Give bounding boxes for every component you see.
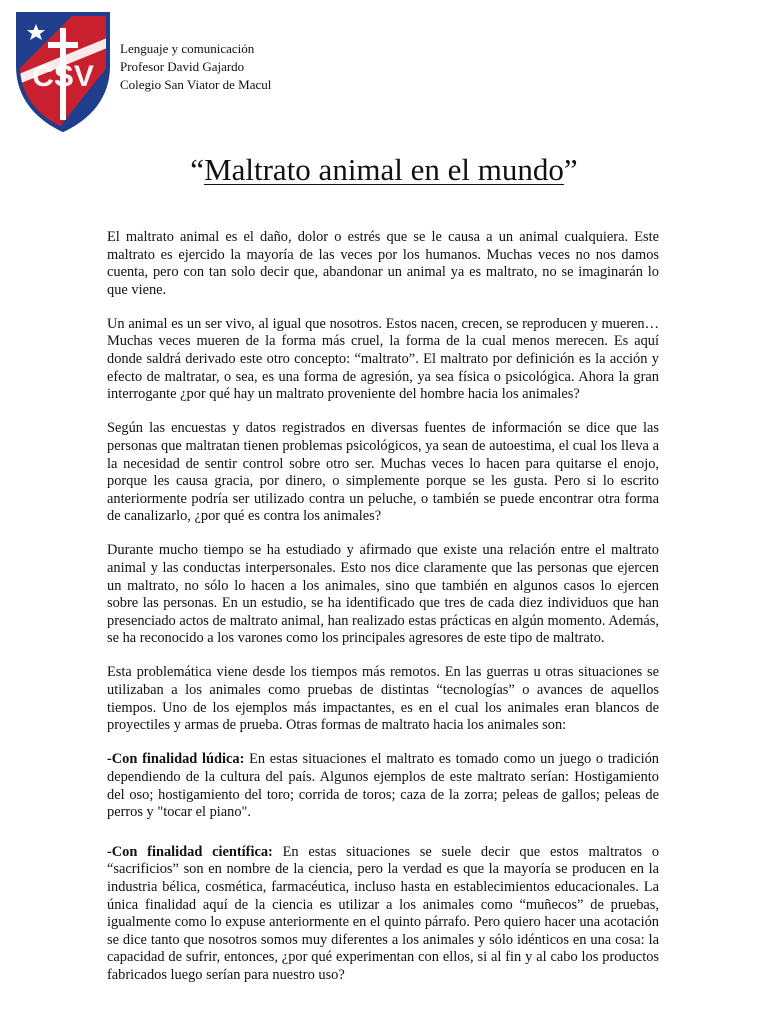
- document-body: [107, 229, 659, 1001]
- title-close-quote: ”: [563, 152, 578, 187]
- crest-letters: CSV: [32, 60, 94, 93]
- school-crest-logo: [14, 6, 112, 134]
- cientifica-text: En estas situaciones se suele decir que estos maltratos o “sacrificios” son en nombre de la ciencia, pero la verdad es que la mayoría se producen en la industria bélica, cosmética, farmacéutica, incluso hasta en establecimientos educacionales. La única finalidad aquí de la ciencia es utilizar a los animales como “muñecos” de pruebas, igualmente como lo expuse anteriormente en el quinto párrafo. Pero quiero hacer una acotación se dice tanto que nosotros somos muy diferentes a los animales y sólo idénticos en una cosa: la capacidad de sufrir, entonces, ¿por qué experimentan con ellos, si al fin y al cabo los productos fabricados luego serían para nuestro uso?: [107, 843, 660, 983]
- title-open-quote: “: [190, 152, 205, 187]
- paragraph-cientifica: [107, 844, 659, 985]
- header-school: Colegio San Viator de Macul: [120, 77, 272, 92]
- document-header: [120, 40, 271, 94]
- paragraph-1: El maltrato animal es el daño, dolor o estrés que se le causa a un animal cualquiera. Este maltrato es ejercido la mayoría de las veces por los humanos. Muchas veces no nos damos cuenta, pero con tan solo decir que, abandonar un animal ya es maltrato, no se imaginarán lo que viene.: [107, 229, 659, 298]
- paragraph-2: Un animal es un ser vivo, al igual que nosotros. Estos nacen, crecen, se reproducen y mueren… Muchas veces mueren de la forma más cruel, la forma de la cual menos merecen. Es aquí donde saldrá derivado este otro concepto: “maltrato”. El maltrato por definición es la acción y efecto de maltratar, o sea, es una forma de agresión, ya sea física o psicológica. Ahora la gran interrogante ¿por qué hay un maltrato proveniente del hombre hacia los animales?: [107, 315, 659, 403]
- header-teacher: Profesor David Gajardo: [120, 59, 245, 74]
- paragraph-5: Esta problemática viene desde los tiempos más remotos. En las guerras u otras situaciones se utilizaban a los animales como pruebas de distintas “tecnologías” o avances de aquellos tiempos. Uno de los ejemplos más impactantes, es en el cual los animales eran blancos de proyectiles y armas de prueba. Otras formas de maltrato hacia los animales son:: [107, 664, 659, 734]
- cientifica-label: -Con finalidad científica:: [107, 843, 273, 860]
- ludica-label: -Con finalidad lúdica:: [107, 751, 245, 768]
- header-subject: Lenguaje y comunicación: [120, 41, 255, 56]
- paragraph-3: Según las encuestas y datos registrados en diversas fuentes de información se dice que las personas que maltratan tienen problemas psicológicos, ya sean de autoestima, el cual los lleva a la necesidad de sentir control sobre otro ser. Muchas veces lo hacen para quitarse el enojo, porque les causa gracia, por dinero, o simplemente porque se les gusta. Pero si lo escrito anteriormente podría ser utilizado contra un peluche, o también se puede encontrar otra forma de canalizarlo, ¿por qué es contra los animales?: [107, 420, 659, 525]
- title-text: Maltrato animal en el mundo: [204, 152, 564, 187]
- ludica-text: En estas situaciones el maltrato es tomado como un juego o tradición dependiendo de la cultura del país. Algunos ejemplos de este maltrato serían: Hostigamiento del oso; hostigamiento del toro; corrida de toros; caza de la zorra; peleas de gallos; peleas de perros y "tocar el piano".: [107, 751, 659, 821]
- document-title: [0, 150, 768, 190]
- paragraph-ludica: [107, 751, 659, 821]
- paragraph-4: Durante mucho tiempo se ha estudiado y afirmado que existe una relación entre el maltrato animal y las conductas interpersonales. Esto nos dice claramente que las personas que ejercen un maltrato, no sólo lo hacen a los animales, sino que también en algunos casos lo ejercen sobre las personas. En un estudio, se ha identificado que tres de cada diez individuos que han presenciado actos de maltrato animal, han realizado estas prácticas en algún momento. Además, se ha reconocido a los varones como los principales agresores de este tipo de maltrato.: [107, 542, 659, 647]
